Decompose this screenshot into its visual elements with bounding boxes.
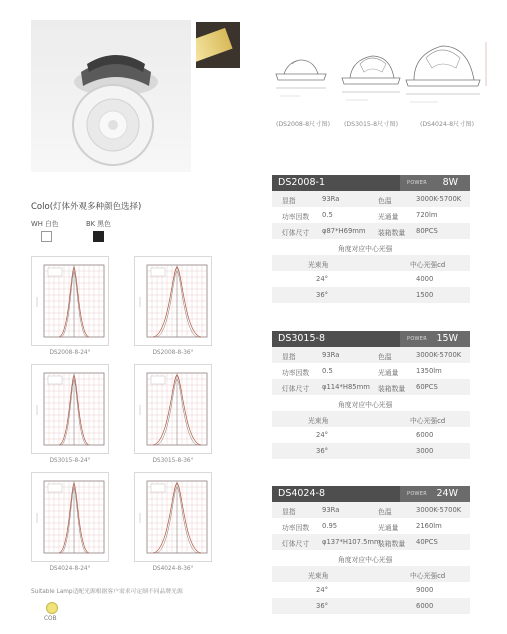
cct-label: 色温 <box>378 197 392 205</box>
size-label: 灯体尺寸 <box>282 385 310 393</box>
beam-angle-value: 24° <box>316 586 329 594</box>
center-cd-value: 4000 <box>416 275 434 283</box>
center-cd-value: 1500 <box>416 291 434 299</box>
cri-value: 93Ra <box>322 506 340 514</box>
spec-row <box>272 534 470 550</box>
model-name: DS4024-8 <box>278 488 325 499</box>
spec-row <box>272 395 470 411</box>
spec-row <box>272 255 470 271</box>
pack-value: 80PCS <box>416 227 438 235</box>
product-photo <box>31 20 191 172</box>
center-intensity-title: 角度对应中心光强 <box>338 245 393 253</box>
spec-row <box>272 271 470 287</box>
beam-angle-header: 光束角 <box>308 261 329 269</box>
beam-swatch-image <box>196 22 240 68</box>
flux-label: 光通量 <box>378 369 399 377</box>
pack-label: 装箱数量 <box>378 229 406 237</box>
chart-caption: DS4024-8-24° <box>49 566 91 572</box>
chart-caption: DS3015-8-24° <box>49 458 91 464</box>
spec-table <box>272 175 470 303</box>
spec-header <box>272 331 470 347</box>
spec-header <box>272 175 470 191</box>
spec-row <box>272 207 470 223</box>
pack-value: 60PCS <box>416 383 438 391</box>
pack-value: 40PCS <box>416 538 438 546</box>
pf-label: 功率因数 <box>282 213 310 221</box>
spec-row <box>272 239 470 255</box>
dimension-caption: (DS3015-8尺寸图) <box>344 121 398 128</box>
center-cd-value: 3000 <box>416 447 434 455</box>
center-cd-value: 6000 <box>416 602 434 610</box>
size-label: 灯体尺寸 <box>282 540 310 548</box>
pf-value: 0.5 <box>322 211 333 219</box>
cct-label: 色温 <box>378 353 392 361</box>
pf-label: 功率因数 <box>282 369 310 377</box>
light-source-note: Suitable Lamp适配光源根据客户需求可定制不同品牌光源 <box>31 589 183 595</box>
spec-row <box>272 411 470 427</box>
spec-row <box>272 223 470 239</box>
flux-value: 1350lm <box>416 367 442 375</box>
center-intensity-title: 角度对应中心光强 <box>338 556 393 564</box>
spec-row <box>272 502 470 518</box>
size-value: φ137*H107.5mm <box>322 538 381 546</box>
cct-label: 色温 <box>378 508 392 516</box>
model-name: DS2008-1 <box>278 177 325 188</box>
cob-label: COB <box>44 616 57 622</box>
cct-value: 3000K-5700K <box>416 506 462 514</box>
pf-value: 0.5 <box>322 367 333 375</box>
flux-label: 光通量 <box>378 213 399 221</box>
chart-caption: DS3015-8-36° <box>152 458 194 464</box>
spec-row <box>272 550 470 566</box>
beam-angle-value: 24° <box>316 431 329 439</box>
cob-icon <box>46 602 58 614</box>
spec-row <box>272 191 470 207</box>
beam-angle-value: 36° <box>316 447 329 455</box>
color-swatch-white <box>41 231 52 242</box>
color-option-label: BK 黑色 <box>86 220 111 228</box>
dimension-drawing-ds2008 <box>270 50 332 110</box>
size-value: φ114*H85mm <box>322 383 370 391</box>
chart-caption: DS4024-8-36° <box>152 566 194 572</box>
beam-angle-header: 光束角 <box>308 572 329 580</box>
photometric-chart <box>31 472 109 562</box>
center-cd-header: 中心光强cd <box>410 417 446 425</box>
flux-label: 光通量 <box>378 524 399 532</box>
color-section-title: Colo(灯体外观多种颜色选择) <box>31 202 142 212</box>
spec-header <box>272 486 470 502</box>
spec-row <box>272 379 470 395</box>
spec-row <box>272 582 470 598</box>
pf-value: 0.95 <box>322 522 338 530</box>
spec-row <box>272 363 470 379</box>
power-value: 15W <box>436 333 458 344</box>
center-intensity-title: 角度对应中心光强 <box>338 401 393 409</box>
size-value: φ87*H69mm <box>322 227 366 235</box>
photometric-chart <box>31 256 109 346</box>
spec-table <box>272 486 470 614</box>
cri-value: 93Ra <box>322 351 340 359</box>
spec-row <box>272 427 470 443</box>
power-block <box>400 486 470 502</box>
power-label: POWER <box>407 180 428 186</box>
spec-row <box>272 518 470 534</box>
power-label: POWER <box>407 336 428 342</box>
cri-label: 显指 <box>282 508 296 516</box>
dimension-caption: (DS2008-8尺寸图) <box>276 121 330 128</box>
spec-row <box>272 347 470 363</box>
spec-row <box>272 598 470 614</box>
cri-label: 显指 <box>282 197 296 205</box>
chart-caption: DS2008-8-36° <box>152 350 194 356</box>
model-name: DS3015-8 <box>278 333 325 344</box>
beam-angle-value: 36° <box>316 602 329 610</box>
cct-value: 3000K-5700K <box>416 351 462 359</box>
beam-angle-value: 36° <box>316 291 329 299</box>
pack-label: 装箱数量 <box>378 540 406 548</box>
power-value: 24W <box>436 488 458 499</box>
flux-value: 2160lm <box>416 522 442 530</box>
flux-value: 720lm <box>416 211 438 219</box>
power-value: 8W <box>442 177 458 188</box>
center-cd-header: 中心光强cd <box>410 572 446 580</box>
power-block <box>400 331 470 347</box>
dimension-drawing-ds3015 <box>338 48 404 110</box>
color-swatch-black <box>93 231 104 242</box>
chart-caption: DS2008-8-24° <box>49 350 91 356</box>
center-cd-value: 6000 <box>416 431 434 439</box>
spec-row <box>272 287 470 303</box>
beam-angle-value: 24° <box>316 275 329 283</box>
dimension-drawing-ds4024 <box>402 36 492 112</box>
spec-row <box>272 443 470 459</box>
size-label: 灯体尺寸 <box>282 229 310 237</box>
photometric-chart <box>31 364 109 454</box>
power-label: POWER <box>407 491 428 497</box>
power-block <box>400 175 470 191</box>
photometric-chart <box>134 364 212 454</box>
pf-label: 功率因数 <box>282 524 310 532</box>
center-cd-header: 中心光强cd <box>410 261 446 269</box>
photometric-chart <box>134 472 212 562</box>
spec-table <box>272 331 470 459</box>
cri-value: 93Ra <box>322 195 340 203</box>
beam-angle-header: 光束角 <box>308 417 329 425</box>
cri-label: 显指 <box>282 353 296 361</box>
center-cd-value: 9000 <box>416 586 434 594</box>
dimension-caption: (DS4024-8尺寸图) <box>420 121 474 128</box>
photometric-chart <box>134 256 212 346</box>
cct-value: 3000K-5700K <box>416 195 462 203</box>
spec-row <box>272 566 470 582</box>
color-option-label: WH 白色 <box>31 220 59 228</box>
pack-label: 装箱数量 <box>378 385 406 393</box>
